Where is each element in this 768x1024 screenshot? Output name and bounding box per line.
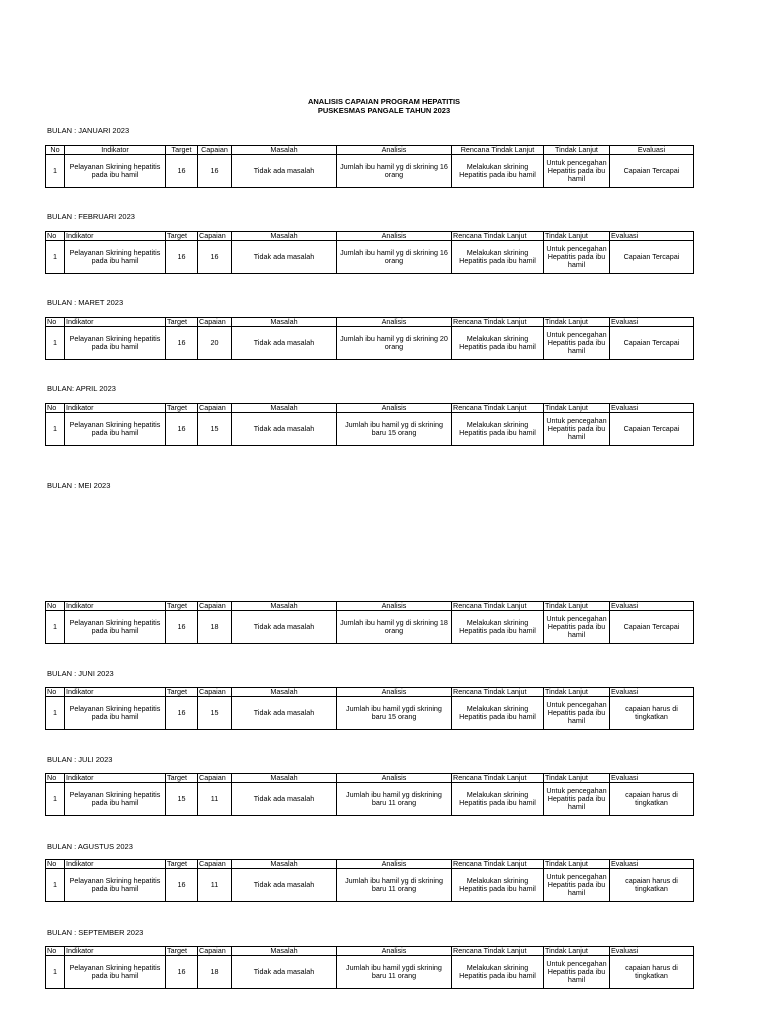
cell-rencana-tindak-lanjut: Melakukan skrining Hepatitis pada ibu hamil [452,155,544,188]
cell-target: 16 [166,611,198,644]
cell-rencana-tindak-lanjut: Melakukan skrining Hepatitis pada ibu hamil [452,697,544,730]
header-analisis: Analisis [337,774,452,783]
cell-masalah: Tidak ada masalah [232,697,337,730]
cell-masalah: Tidak ada masalah [232,611,337,644]
cell-no: 1 [46,956,65,989]
table-header-row [46,404,694,413]
cell-indikator: Pelayanan Skrining hepatitis pada ibu hamil [65,611,166,644]
table-header-row [46,602,694,611]
cell-indikator: Pelayanan Skrining hepatitis pada ibu hamil [65,155,166,188]
header-target: Target [166,146,198,155]
cell-no: 1 [46,241,65,274]
cell-indikator: Pelayanan Skrining hepatitis pada ibu hamil [65,869,166,902]
header-analisis: Analisis [337,318,452,327]
cell-no: 1 [46,155,65,188]
header-analisis: Analisis [337,146,452,155]
header-rencana-tindak-lanjut: Rencana Tindak Lanjut [452,860,544,869]
cell-target: 16 [166,241,198,274]
header-analisis: Analisis [337,404,452,413]
month-label: BULAN : MEI 2023 [47,481,111,490]
table-header-row [46,318,694,327]
cell-capaian: 15 [198,697,232,730]
header-capaian: Capaian [198,318,232,327]
cell-target: 16 [166,413,198,446]
header-indikator: Indikator [65,947,166,956]
header-target: Target [166,947,198,956]
cell-rencana-tindak-lanjut: Melakukan skrining Hepatitis pada ibu hamil [452,327,544,360]
header-evaluasi: Evaluasi [610,774,694,783]
header-capaian: Capaian [198,146,232,155]
header-masalah: Masalah [232,232,337,241]
report-table [45,601,694,644]
header-analisis: Analisis [337,688,452,697]
cell-analisis: Jumlah ibu hamil yg diskrining baru 11 orang [337,783,452,816]
header-indikator: Indikator [65,688,166,697]
header-target: Target [166,688,198,697]
header-evaluasi: Evaluasi [610,688,694,697]
cell-no: 1 [46,327,65,360]
header-target: Target [166,860,198,869]
month-label: BULAN: APRIL 2023 [47,384,116,393]
table-header-row [46,947,694,956]
header-tindak-lanjut: Tindak Lanjut [544,232,610,241]
cell-masalah: Tidak ada masalah [232,956,337,989]
cell-rencana-tindak-lanjut: Melakukan skrining Hepatitis pada ibu hamil [452,413,544,446]
report-table [45,687,694,730]
header-analisis: Analisis [337,860,452,869]
header-tindak-lanjut: Tindak Lanjut [544,947,610,956]
header-evaluasi: Evaluasi [610,947,694,956]
header-rencana-tindak-lanjut: Rencana Tindak Lanjut [452,318,544,327]
cell-tindak-lanjut: Untuk pencegahan Hepatitis pada ibu hamil [544,956,610,989]
cell-no: 1 [46,611,65,644]
cell-rencana-tindak-lanjut: Melakukan skrining Hepatitis pada ibu hamil [452,869,544,902]
header-indikator: Indikator [65,602,166,611]
cell-target: 16 [166,869,198,902]
header-masalah: Masalah [232,774,337,783]
cell-capaian: 20 [198,327,232,360]
cell-evaluasi: capaian harus di tingkatkan [610,956,694,989]
table-row [46,611,694,644]
cell-evaluasi: Capaian Tercapai [610,413,694,446]
header-rencana-tindak-lanjut: Rencana Tindak Lanjut [452,232,544,241]
header-indikator: Indikator [65,860,166,869]
cell-capaian: 18 [198,611,232,644]
header-tindak-lanjut: Tindak Lanjut [544,146,610,155]
header-indikator: Indikator [65,774,166,783]
cell-no: 1 [46,869,65,902]
header-masalah: Masalah [232,688,337,697]
cell-indikator: Pelayanan Skrining hepatitis pada ibu hamil [65,956,166,989]
cell-target: 16 [166,327,198,360]
header-rencana-tindak-lanjut: Rencana Tindak Lanjut [452,146,544,155]
cell-indikator: Pelayanan Skrining hepatitis pada ibu hamil [65,327,166,360]
cell-evaluasi: capaian harus di tingkatkan [610,783,694,816]
cell-target: 16 [166,155,198,188]
header-tindak-lanjut: Tindak Lanjut [544,688,610,697]
cell-evaluasi: Capaian Tercapai [610,241,694,274]
header-capaian: Capaian [198,774,232,783]
cell-evaluasi: Capaian Tercapai [610,611,694,644]
cell-indikator: Pelayanan Skrining hepatitis pada ibu hamil [65,783,166,816]
cell-capaian: 15 [198,413,232,446]
report-table [45,231,694,274]
header-no: No [46,860,65,869]
cell-no: 1 [46,413,65,446]
month-label: BULAN : JANUARI 2023 [47,126,130,135]
header-target: Target [166,318,198,327]
report-table [45,773,694,816]
cell-masalah: Tidak ada masalah [232,413,337,446]
cell-target: 15 [166,783,198,816]
cell-target: 16 [166,697,198,730]
header-capaian: Capaian [198,602,232,611]
header-capaian: Capaian [198,688,232,697]
report-table [45,946,694,989]
cell-tindak-lanjut: Untuk pencegahan Hepatitis pada ibu hamil [544,697,610,730]
table-header-row [46,232,694,241]
table-header-row [46,774,694,783]
header-no: No [46,404,65,413]
header-indikator: Indikator [65,146,166,155]
header-capaian: Capaian [198,404,232,413]
cell-indikator: Pelayanan Skrining hepatitis pada ibu hamil [65,241,166,274]
cell-target: 16 [166,956,198,989]
header-no: No [46,232,65,241]
header-target: Target [166,232,198,241]
table-row [46,413,694,446]
header-tindak-lanjut: Tindak Lanjut [544,404,610,413]
cell-rencana-tindak-lanjut: Melakukan skrining Hepatitis pada ibu hamil [452,611,544,644]
header-evaluasi: Evaluasi [610,318,694,327]
cell-masalah: Tidak ada masalah [232,241,337,274]
header-rencana-tindak-lanjut: Rencana Tindak Lanjut [452,774,544,783]
cell-capaian: 16 [198,155,232,188]
table-row [46,241,694,274]
header-rencana-tindak-lanjut: Rencana Tindak Lanjut [452,947,544,956]
cell-analisis: Jumlah ibu hamil yg di skrining baru 11 orang [337,869,452,902]
report-table [45,859,694,902]
table-row [46,956,694,989]
cell-tindak-lanjut: Untuk pencegahan Hepatitis pada ibu hamil [544,869,610,902]
header-no: No [46,688,65,697]
cell-evaluasi: capaian harus di tingkatkan [610,697,694,730]
cell-indikator: Pelayanan Skrining hepatitis pada ibu hamil [65,413,166,446]
cell-tindak-lanjut: Untuk pencegahan Hepatitis pada ibu hamil [544,783,610,816]
cell-no: 1 [46,783,65,816]
header-no: No [46,947,65,956]
document-title: ANALISIS CAPAIAN PROGRAM HEPATITIS [307,97,461,106]
cell-analisis: Jumlah ibu hamil yg di skrining 20 orang [337,327,452,360]
cell-capaian: 11 [198,869,232,902]
header-tindak-lanjut: Tindak Lanjut [544,774,610,783]
month-label: BULAN : SEPTEMBER 2023 [47,928,144,937]
report-table [45,403,694,446]
header-rencana-tindak-lanjut: Rencana Tindak Lanjut [452,688,544,697]
cell-tindak-lanjut: Untuk pencegahan Hepatitis pada ibu hamil [544,413,610,446]
cell-rencana-tindak-lanjut: Melakukan skrining Hepatitis pada ibu hamil [452,783,544,816]
header-masalah: Masalah [232,947,337,956]
header-rencana-tindak-lanjut: Rencana Tindak Lanjut [452,404,544,413]
header-analisis: Analisis [337,232,452,241]
header-target: Target [166,404,198,413]
header-evaluasi: Evaluasi [610,404,694,413]
cell-evaluasi: capaian harus di tingkatkan [610,869,694,902]
header-no: No [46,602,65,611]
cell-no: 1 [46,697,65,730]
header-target: Target [166,774,198,783]
cell-analisis: Jumlah ibu hamil ygdi skrining baru 15 orang [337,697,452,730]
table-row [46,327,694,360]
cell-indikator: Pelayanan Skrining hepatitis pada ibu hamil [65,697,166,730]
month-label: BULAN : JULI 2023 [47,755,113,764]
cell-evaluasi: Capaian Tercapai [610,327,694,360]
cell-masalah: Tidak ada masalah [232,869,337,902]
header-masalah: Masalah [232,146,337,155]
table-row [46,697,694,730]
cell-analisis: Jumlah ibu hamil yg di skrining 16 orang [337,241,452,274]
cell-masalah: Tidak ada masalah [232,783,337,816]
header-analisis: Analisis [337,602,452,611]
header-indikator: Indikator [65,318,166,327]
cell-tindak-lanjut: Untuk pencegahan Hepatitis pada ibu hamil [544,155,610,188]
header-masalah: Masalah [232,318,337,327]
cell-analisis: Jumlah ibu hamil yg di skrining baru 15 orang [337,413,452,446]
cell-masalah: Tidak ada masalah [232,155,337,188]
month-label: BULAN : JUNI 2023 [47,669,114,678]
header-no: No [46,318,65,327]
header-no: No [46,146,65,155]
cell-capaian: 11 [198,783,232,816]
header-masalah: Masalah [232,404,337,413]
header-capaian: Capaian [198,860,232,869]
cell-analisis: Jumlah ibu hamil yg di skrining 16 orang [337,155,452,188]
table-row [46,783,694,816]
header-capaian: Capaian [198,232,232,241]
cell-tindak-lanjut: Untuk pencegahan Hepatitis pada ibu hamil [544,611,610,644]
table-header-row [46,860,694,869]
header-indikator: Indikator [65,232,166,241]
header-no: No [46,774,65,783]
table-header-row [46,688,694,697]
table-header-row [46,146,694,155]
header-tindak-lanjut: Tindak Lanjut [544,318,610,327]
cell-rencana-tindak-lanjut: Melakukan skrining Hepatitis pada ibu hamil [452,956,544,989]
cell-analisis: Jumlah ibu hamil yg di skrining 18 orang [337,611,452,644]
header-capaian: Capaian [198,947,232,956]
cell-capaian: 16 [198,241,232,274]
cell-tindak-lanjut: Untuk pencegahan Hepatitis pada ibu hamil [544,327,610,360]
cell-capaian: 18 [198,956,232,989]
cell-masalah: Tidak ada masalah [232,327,337,360]
month-label: BULAN : FEBRUARI 2023 [47,212,135,221]
header-evaluasi: Evaluasi [610,860,694,869]
header-tindak-lanjut: Tindak Lanjut [544,602,610,611]
cell-analisis: Jumlah ibu hamil ygdi skrining baru 11 orang [337,956,452,989]
table-row [46,869,694,902]
table-row [46,155,694,188]
header-masalah: Masalah [232,860,337,869]
header-rencana-tindak-lanjut: Rencana Tindak Lanjut [452,602,544,611]
header-masalah: Masalah [232,602,337,611]
header-target: Target [166,602,198,611]
report-table [45,317,694,360]
header-evaluasi: Evaluasi [610,146,694,155]
header-tindak-lanjut: Tindak Lanjut [544,860,610,869]
header-evaluasi: Evaluasi [610,232,694,241]
month-label: BULAN : MARET 2023 [47,298,124,307]
month-label: BULAN : AGUSTUS 2023 [47,842,133,851]
header-analisis: Analisis [337,947,452,956]
cell-rencana-tindak-lanjut: Melakukan skrining Hepatitis pada ibu hamil [452,241,544,274]
header-indikator: Indikator [65,404,166,413]
report-table [45,145,694,188]
document-subtitle: PUSKESMAS PANGALE TAHUN 2023 [317,106,451,115]
cell-tindak-lanjut: Untuk pencegahan Hepatitis pada ibu hamil [544,241,610,274]
header-evaluasi: Evaluasi [610,602,694,611]
cell-evaluasi: Capaian Tercapai [610,155,694,188]
